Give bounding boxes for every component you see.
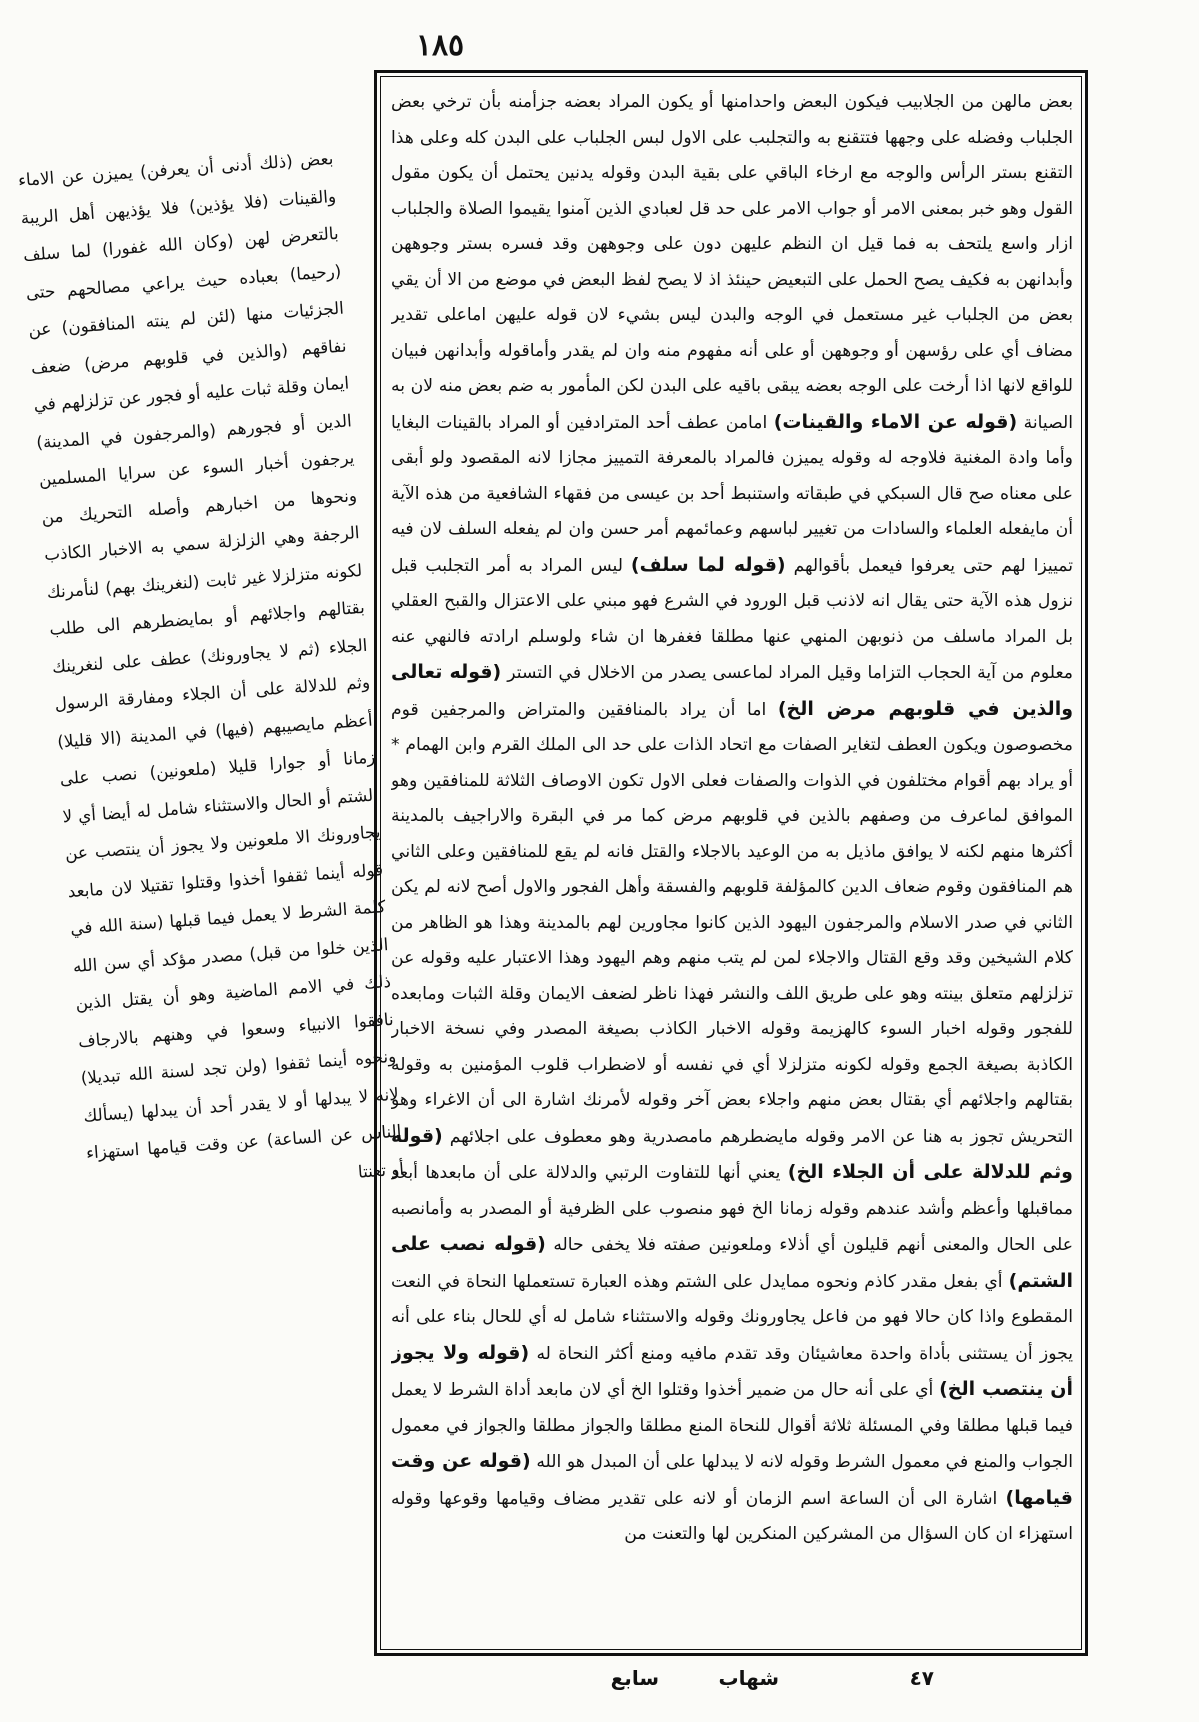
commentary-keyword: (قوله ولا يجوز أن ينتصب الخ) — [391, 1341, 1073, 1400]
page-footer — [0, 1666, 1199, 1700]
commentary-keyword: (قوله عن الاماء والقينات) — [773, 410, 1018, 433]
commentary-keyword: (قوله لما سلف) — [630, 553, 786, 576]
main-paragraph: أي بفعل مقدر كاذم ونحوه ممايدل على الشتم وهذه العبارة تستعملها النحاة في النعت المقطوع واذا كان حالا فهو من فاعل يجاورونك وقوله والاستثناء شامل له أي للحال بناء على أنه يجوز أن يستثنى بأداة واحدة معاشيئان وقد تقدم مافيه ومنع أكثر النحاة له — [391, 1271, 1073, 1364]
main-paragraph: اما أن يراد بالمنافقين والمتراض والمرجفين قوم مخصوصون ويكون العطف لتغاير الصفات مع اتحاد الذات على حد الى الملك القرم وابن الهمام * أو يراد بهم أقوام مختلفون في الذوات والصفات فعلى الاول تكون الاوصاف الثلاثة للمنافقين وهو الموافق لماعرف من وصفهم بالذين في قلوبهم مرض كما مر في البقرة والاراجيف بالمدينة أكثرها منهم لكنه لا يوافق ماذيل به من الوعيد بالاجلاء والقتل فانه لم يقع للمنافقين وعلى الثاني هم المنافقون وقوم ضعاف الدين كالمؤلفة قلوبهم والفسقة وأهل الفجور والاول أصح لانه لم يكن الثاني في صدر الاسلام والمرجفون اليهود الذين كانوا مجاورين لهم بالمدينة وهذا هو الظاهر من كلام الشيخين وقد وقع القتال والاجلاء لمن لم يتب منهم وهم اليهود وهذا الاعتبار عليه وقوله عن تزلزلهم متعلق بينته وهو على طريق اللف والنشر فهذا ناظر لضعف الايمان وقلة الثبات ومابعده للفجور وقوله اخبار السوء كالهزيمة وقوله الاخبار الكاذب بصيغة المصدر وفي نسخة الاخبار الكاذبة بصيغة الجمع وقوله لكونه متزلزلا أي في نفسه أو لاضطراب قلوب المؤمنين به وقوله بقتالهم واجلائهم أي بقتال بعض منهم واجلاء بعض آخر وقوله لأمرنك اشارة الى أن الاغراء وهو التحريش تجوز به هنا عن الامر وقوله مايضطرهم مامصدرية وهو معطوف على اجلائهم — [391, 699, 1073, 1147]
footer-signature-number: ٤٧ — [909, 1666, 934, 1690]
main-text-body — [391, 85, 1073, 1643]
footer-book-title: شهاب — [718, 1666, 779, 1690]
margin-commentary: بعض (ذلك أدنى أن يعرفن) يميزن عن الاماء والقينات (فلا يؤذين) فلا يؤذيهن أهل الريبة بالتعرض لهن (وكان الله غفورا) لما سلف (رحيما) بعباده حيث يراعي مصالحهم حتى الجزئيات منها (لئن لم ينته المنافقون) عن نفاقهم (والذين في قلوبهم مرض) ضعف ايمان وقلة ثبات عليه أو فجور عن تزلزلهم في الدين أو فجورهم (والمرجفون في المدينة) يرجفون أخبار السوء عن سرايا المسلمين ونحوها من اخبارهم وأصله التحريك من الرجفة وهي الزلزلة سمي به الاخبار الكاذب لكونه متزلزلا غير ثابت (لنغرينك بهم) لنأمرنك بقتالهم واجلائهم أو بمايضطرهم الى طلب الجلاء (ثم لا يجاورونك) عطف على لنغرينك وثم للدلالة على أن الجلاء ومفارقة الرسول أعظم مايصيبهم (فيها) في المدينة (الا قليلا) زمانا أو جوارا قليلا (ملعونين) نصب على الشتم أو الحال والاستثناء شامل له أيضا أي لا يجاورونك الا ملعونين ولا يجوز أن ينتصب عن قوله أينما ثقفوا أخذوا وقتلوا تقتيلا لان مابعد كلمة الشرط لا يعمل فيما قبلها (سنة الله في الذين خلوا من قبل) مصدر مؤكد أي سن الله ذلك في الامم الماضية وهو أن يقتل الذين نافقوا الانبياء وسعوا في وهنهم بالارجاف ونحوه أينما ثقفوا (ولن تجد لسنة الله تبديلا) لانه لا يبدلها أو لا يقدر أحد أن يبدلها (يسألك الناس عن الساعة) عن وقت قيامها استهزاء أو تعنتا — [17, 147, 405, 1182]
commentary-keyword: (قوله عن وقت قيامها) — [391, 1450, 1073, 1509]
commentary-keyword: (قوله نصب على الشتم) — [391, 1233, 1073, 1292]
commentary-keyword: (قوله وثم للدلالة على أن الجلاء الخ) — [391, 1124, 1073, 1183]
page-number: ١٨٥ — [415, 28, 465, 63]
main-paragraph: أي على أنه حال من ضمير أخذوا وقتلوا الخ أي لان مابعد أداة الشرط لا يعمل فيما قبلها مطلقا وفي المسئلة ثلاثة أقوال للنحاة المنع مطلقا والجواز مطلقا والجواز في معمول الجواب والمنع في معمول الشرط وقوله لانه لا يبدلها على أن المبدل هو الله — [391, 1380, 1073, 1472]
main-paragraph: اشارة الى أن الساعة اسم الزمان أو لانه على تقدير مضاف وقيامها وقوعها وقوله استهزاء ان كان السؤال من المشركين المنكرين لها والتعنت من — [391, 1488, 1073, 1544]
main-paragraph: بعض مالهن من الجلابيب فيكون البعض واحدامنها أو يكون المراد بعضه جزأمنه بأن ترخي بعض الجلباب وفضله على وجهها فتتقنع به والتجلبب على الاول لبس الجلباب على البدن كله وعلى هذا التقنع بستر الرأس والوجه مع ارخاء الباقي على بقية البدن وقوله يدنين يحتمل أن يكون مقول القول وهو خبر بمعنى الامر أو جواب الامر على حد قل لعبادي الذين آمنوا يقيموا الصلاة والجلباب ازار واسع يلتحف به فما قيل ان النظم عليهن دون على وجوههن وقد فسره بستر وجوههن وأبدانهن به فكيف يصح الحمل على التبعيض حينئذ اذ لا يصح لفظ البعض في موضع من الا أن يقي بعض من الجلباب غير مستعمل في الوجه والبدن ليس بشيء لان قوله عليهن اماعلى تقدير مضاف أي على رؤسهن أو وجوههن أو على أنه مفهوم منه وان لم يقدر وأماقوله وأبدانهن فبيان للواقع لانها اذا أرخت على الوجه بعضه يبقى باقيه على البدن لكن المأمور به ضم بعض منه لان به الصيانة — [391, 92, 1073, 433]
main-text-frame — [374, 70, 1088, 1656]
footer-volume: سابع — [610, 1666, 659, 1690]
main-paragraph: امامن عطف أحد المترادفين أو المراد بالقينات البغايا وأما وادة المغنية فلاوجه له وقوله يميزن فالمراد بالمعرفة التمييز مجازا لانه المقصود ولو أبقى على معناه صح قال السبكي في طبقاته واستنبط أحد بن عيسى من فقهاء الشافعية من هذه الآية أن مايفعله العلماء والسادات من تغيير لباسهم وعمائمهم أمر حسن وان لم يفعله السلف لان فيه تمييزا لهم حتى يعرفوا فيعمل بأقوالهم — [391, 412, 1073, 576]
main-paragraph: ليس المراد به أمر التجلبب قبل نزول هذه الآية حتى يقال انه لاذنب قبل الورود في الشرع فهو مبني على الاعتزال والقبح العقلي بل المراد ماسلف من ذنوبهن المنهي عنها مطلقا فغفرها ان شاء ولوسلم ارادته فالنهي عنه معلوم من آية الحجاب التزاما وقيل المراد لماعسى يصدر من الاخلال في التستر — [391, 555, 1073, 683]
commentary-keyword: (قوله تعالى والذين في قلوبهم مرض الخ) — [391, 661, 1073, 720]
main-paragraph: يعني أنها للتفاوت الرتبي والدلالة على أن مابعدها أبعد مماقبلها وأعظم وأشد عندهم وقوله زمانا الخ فهو منصوب على الظرفية أو المصدر به وأمانصبه على الحال والمعنى أنهم قليلون أي أذلاء وملعونين صفته فلا يخفى حاله — [391, 1163, 1073, 1255]
